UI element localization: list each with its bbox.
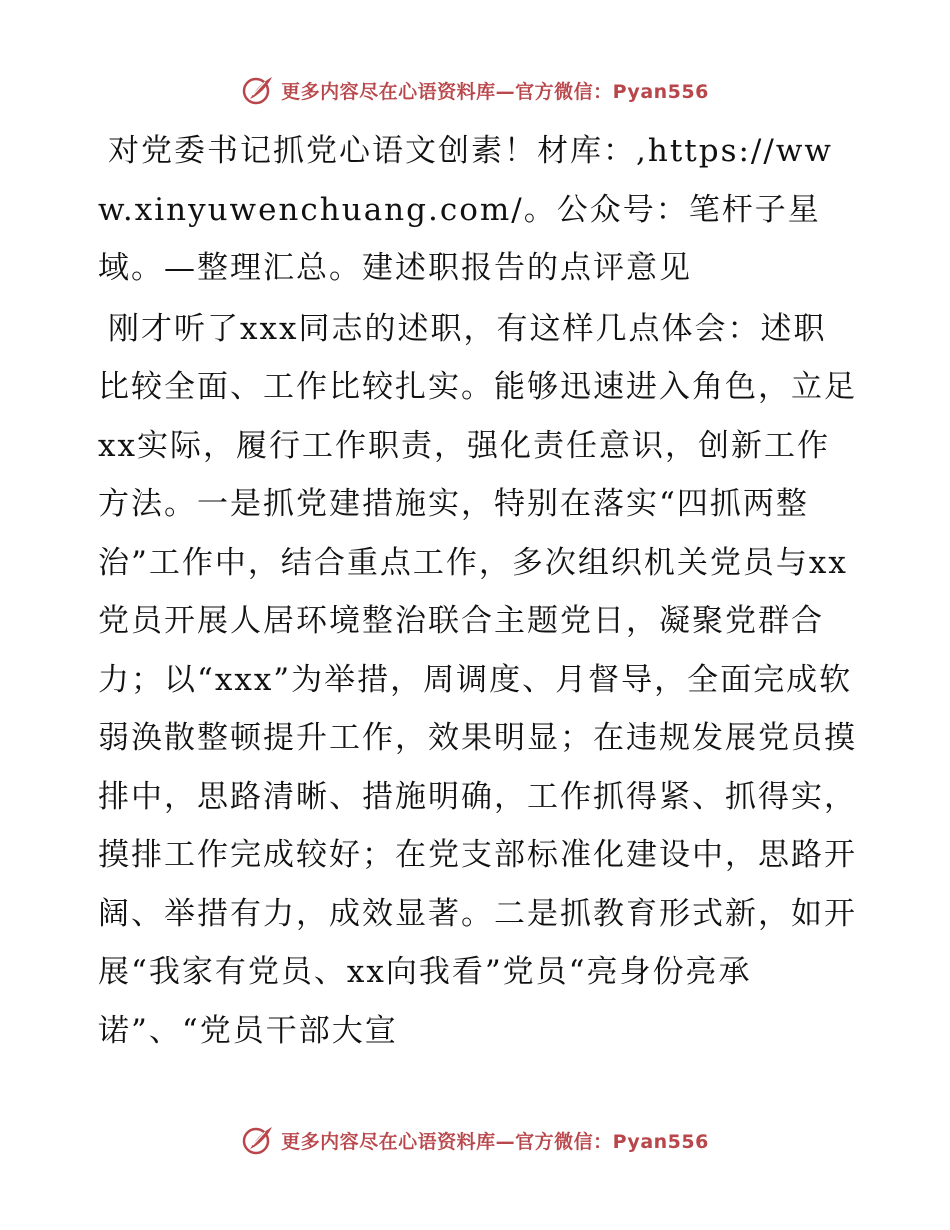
header-banner	[0, 70, 950, 110]
quill-logo-icon	[241, 1123, 275, 1157]
footer-banner	[0, 1120, 950, 1160]
footer-banner-text: 更多内容尽在心语资料库—官方微信：Pyan556	[281, 1130, 709, 1153]
quill-logo-icon	[241, 73, 275, 107]
paragraph-title: 对党委书记抓党心语文创素！材库：,https://www.xinyuwenchuang.com/。公众号：笔杆子星域。—整理汇总。建述职报告的点评意见	[98, 133, 833, 286]
paragraph-body: 刚才听了xxx同志的述职，有这样几点体会：述职比较全面、工作比较扎实。能够迅速进入角色，立足xx实际，履行工作职责，强化责任意识，创新工作方法。一是抓党建措施实，特别在落实“四抓两整治”工作中，结合重点工作，多次组织机关党员与xx党员开展人居环境整治联合主题党日，凝聚党群合力；以“xxx”为举措，周调度、月督导，全面完成软弱涣散整顿提升工作，效果明显；在违规发展党员摸排中，思路清晰、措施明确，工作抓得紧、抓得实，摸排工作完成较好；在党支部标准化建设中，思路开阔、举措有力，成效显著。二是抓教育形式新，如开展“我家有党员、xx向我看”党员“亮身份亮承诺”、“党员干部大宣	[98, 310, 857, 1049]
header-banner-text: 更多内容尽在心语资料库—官方微信：Pyan556	[281, 80, 709, 103]
document-body	[98, 122, 858, 1060]
